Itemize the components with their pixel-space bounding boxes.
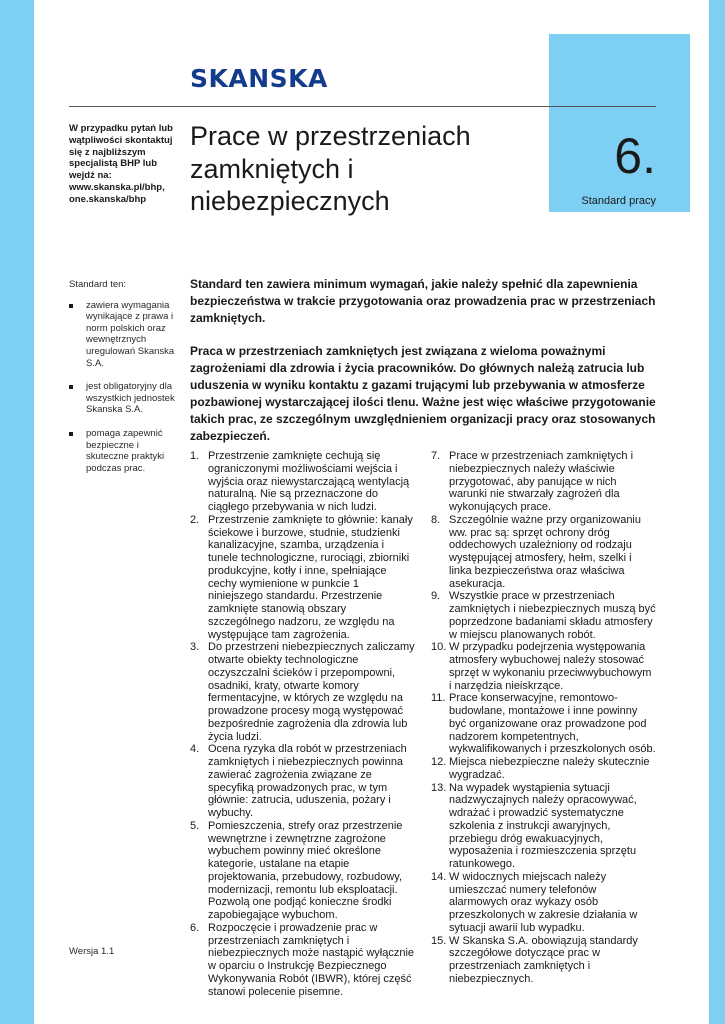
intro-paragraph: Praca w przestrzeniach zamkniętych jest związana z wieloma poważnymi zagrożeniami dla zdrowia i życia pracowników. Do głównych należą zatrucia lub uduszenia w wyniku kontaktu z gazami trującymi lub przebywania w atmosferze pozbawionej wystarczającej ilości tlenu. Ważne jest więc właściwe przygotowanie takich prac, ze szczególnym uwzględnieniem organizacji pracy oraz stosowanych zabezpieczeń.	[190, 344, 656, 443]
version-label: Wersja 1.1	[69, 946, 115, 957]
rule-number: 9.	[431, 590, 441, 603]
rule-text: Przestrzenie zamknięte to głównie: kanały ściekowe i burzowe, studnie, studzienki kanalizacyjne, szamba, urządzenia i tunele technologiczne, rurociągi, zbiorniki produkcyjne, kotły i inne, spełniające cechy wymienione w punkcie 1 niniejszego standardu. Przestrzenie zamknięte stanowią obszary szczególnego nadzoru, ze względu na występujące tam zagrożenia.	[208, 513, 413, 641]
contact-note: W przypadku pytań lub wątpliwości skontaktuj się z najbliższym specjalistą BHP lub wejdź na: www.skanska.pl/bhp, one.skanska/bhp	[69, 123, 173, 205]
rule-item	[431, 782, 656, 871]
intro	[190, 276, 660, 461]
sidebar-item	[69, 300, 181, 370]
intro-paragraph: Standard ten zawiera minimum wymagań, jakie należy spełnić dla zapewnienia bezpieczeństwa w trakcie przygotowania oraz prowadzenia prac w przestrzeniach zamkniętych.	[190, 277, 656, 325]
standard-badge	[549, 34, 690, 212]
sidebar-label: Standard ten:	[69, 279, 127, 290]
rule-text: W Skanska S.A. obowiązują standardy szczegółowe dotyczące prac w przestrzeniach zamkniętych i niebezpiecznych.	[449, 934, 638, 985]
rule-number: 4.	[190, 743, 200, 756]
rule-item	[431, 450, 656, 514]
rule-item	[431, 514, 656, 591]
sidebar-item-text: pomaga zapewnić bezpieczne i skuteczne praktyki podczas prac.	[86, 427, 165, 474]
bullet-icon	[69, 432, 73, 436]
rule-number: 12.	[431, 756, 447, 768]
rule-text: Rozpoczęcie i prowadzenie prac w przestrzeniach zamkniętych i niebezpiecznych może nastąpić wyłącznie w oparciu o Instrukcję Bezpiecznego Wykonywania Robót (IBWR), której część stanowi polecenie pisemne.	[208, 921, 415, 998]
rule-number: 11.	[431, 692, 446, 705]
rule-number: 5.	[190, 819, 200, 832]
rule-item	[431, 935, 656, 986]
rule-text: W przypadku podejrzenia występowania atmosfery wybuchowej należy stosować sprzęt w wykonaniu przeciwwybuchowym i narzędzia nieiskrzące.	[449, 641, 652, 692]
rule-text: Pomieszczenia, strefy oraz przestrzenie wewnętrzne i zewnętrzne zagrożone wybuchem powinny mieć określone kategorie, ustalane na etapie projektowania, przebudowy, rozbudowy, modernizacji, remontu lub eksploatacji. Pozwolą one podjąć konieczne środki zapobiegające wybuchom.	[208, 819, 403, 921]
rule-item	[190, 641, 415, 743]
rule-number: 15.	[431, 934, 447, 947]
rule-text: Przestrzenie zamknięte cechują się ograniczonymi możliwościami wejścia i wyjścia oraz niewystarczającą wentylacją naturalną. Nie są przeznaczone do ciągłego przebywania w nich ludzi.	[208, 450, 410, 513]
rule-text: W widocznych miejscach należy umieszczać numery telefonów alarmowych oraz wykazy osób przeszkolonych w zakresie działania w sytuacji awarii lub wypadku.	[449, 870, 638, 934]
right-accent-bar	[709, 0, 725, 1024]
rule-text: Prace w przestrzeniach zamkniętych i niebezpiecznych należy właściwie przygotować, aby panujące w nich warunki nie stwarzały zagrożeń dla wykonujących prace.	[449, 450, 634, 513]
rules-column-left	[190, 450, 415, 998]
rule-number: 13.	[431, 781, 447, 794]
rule-number: 8.	[431, 513, 441, 526]
rule-item	[431, 692, 656, 756]
sidebar	[69, 279, 181, 486]
rule-text: Prace konserwacyjne, remontowo-budowlane, montażowe i inne powinny być organizowane oraz prowadzone pod nadzorem kompetentnych, wykwalifikowanych i przeszkolonych osób.	[449, 692, 656, 756]
rule-number: 14.	[431, 870, 447, 883]
rules-column-right	[431, 450, 656, 986]
rule-number: 3.	[190, 641, 200, 654]
sidebar-item-text: jest obligatoryjny dla wszystkich jednostek Skanska S.A.	[86, 381, 175, 416]
rule-number: 10.	[431, 641, 447, 654]
rule-text: Wszystkie prace w przestrzeniach zamkniętych i niebezpiecznych muszą być poprzedzone badaniami składu atmosfery w miejscu planowanych robót.	[449, 590, 656, 641]
rule-text: Szczególnie ważne przy organizowaniu ww. prac są: sprzęt ochrony dróg oddechowych uzależniony od rodzaju występującej atmosfery, hełm, szelki i linka bezpieczeństwa oraz właściwa asekuracja.	[449, 513, 641, 590]
rule-number: 2.	[190, 513, 200, 526]
sidebar-item	[69, 428, 181, 474]
rule-item	[431, 590, 656, 641]
rule-item	[190, 820, 415, 922]
rule-text: Miejsca niebezpieczne należy skutecznie wygradzać.	[449, 756, 650, 781]
rule-item	[431, 871, 656, 935]
sidebar-item	[69, 381, 181, 416]
rule-item	[431, 641, 656, 692]
sidebar-list	[69, 300, 181, 475]
rule-number: 1.	[190, 450, 200, 462]
header-divider	[69, 106, 656, 107]
sidebar-item-text: zawiera wymagania wynikające z prawa i norm polskich oraz wewnętrznych uregulowań Skanska S.A.	[86, 299, 175, 369]
rule-item	[190, 514, 415, 642]
left-accent-bar	[0, 0, 34, 1024]
rule-item	[190, 450, 415, 514]
standard-number: 6.	[614, 128, 656, 184]
rule-item	[431, 756, 656, 782]
bullet-icon	[69, 304, 73, 308]
rule-number: 7.	[431, 450, 441, 462]
skanska-logo: SKANSKA	[190, 64, 328, 93]
rule-item	[190, 743, 415, 820]
standard-label: Standard pracy	[581, 195, 656, 207]
rule-text: Do przestrzeni niebezpiecznych zaliczamy otwarte obiekty technologiczne oczyszczalni ścieków i przepompowni, osadniki, kraty, otwarte komory fermentacyjne, w których ze względu na prowadzone procesy mogą występować bezpośrednie zagrożenia dla zdrowia lub życia ludzi.	[208, 641, 415, 743]
rule-text: Na wypadek wystąpienia sytuacji nadzwyczajnych należy opracowywać, wdrażać i prowadzić systematyczne szkolenia z instrukcji awaryjnych, przebiegu dróg ewakuacyjnych, wyposażenia i rozmieszczenia sprzętu ratunkowego.	[449, 781, 637, 870]
rule-text: Ocena ryzyka dla robót w przestrzeniach zamkniętych i niebezpiecznych powinna zawierać zagrożenia związane ze specyfiką prowadzonych prac, w tym głównie: zatrucia, uduszenia, pożary i wybuchy.	[208, 743, 407, 819]
rule-number: 6.	[190, 921, 200, 934]
page-title: Prace w przestrzeniach zamkniętych i niebezpiecznych	[190, 121, 471, 216]
rule-item	[190, 922, 415, 999]
bullet-icon	[69, 385, 73, 389]
